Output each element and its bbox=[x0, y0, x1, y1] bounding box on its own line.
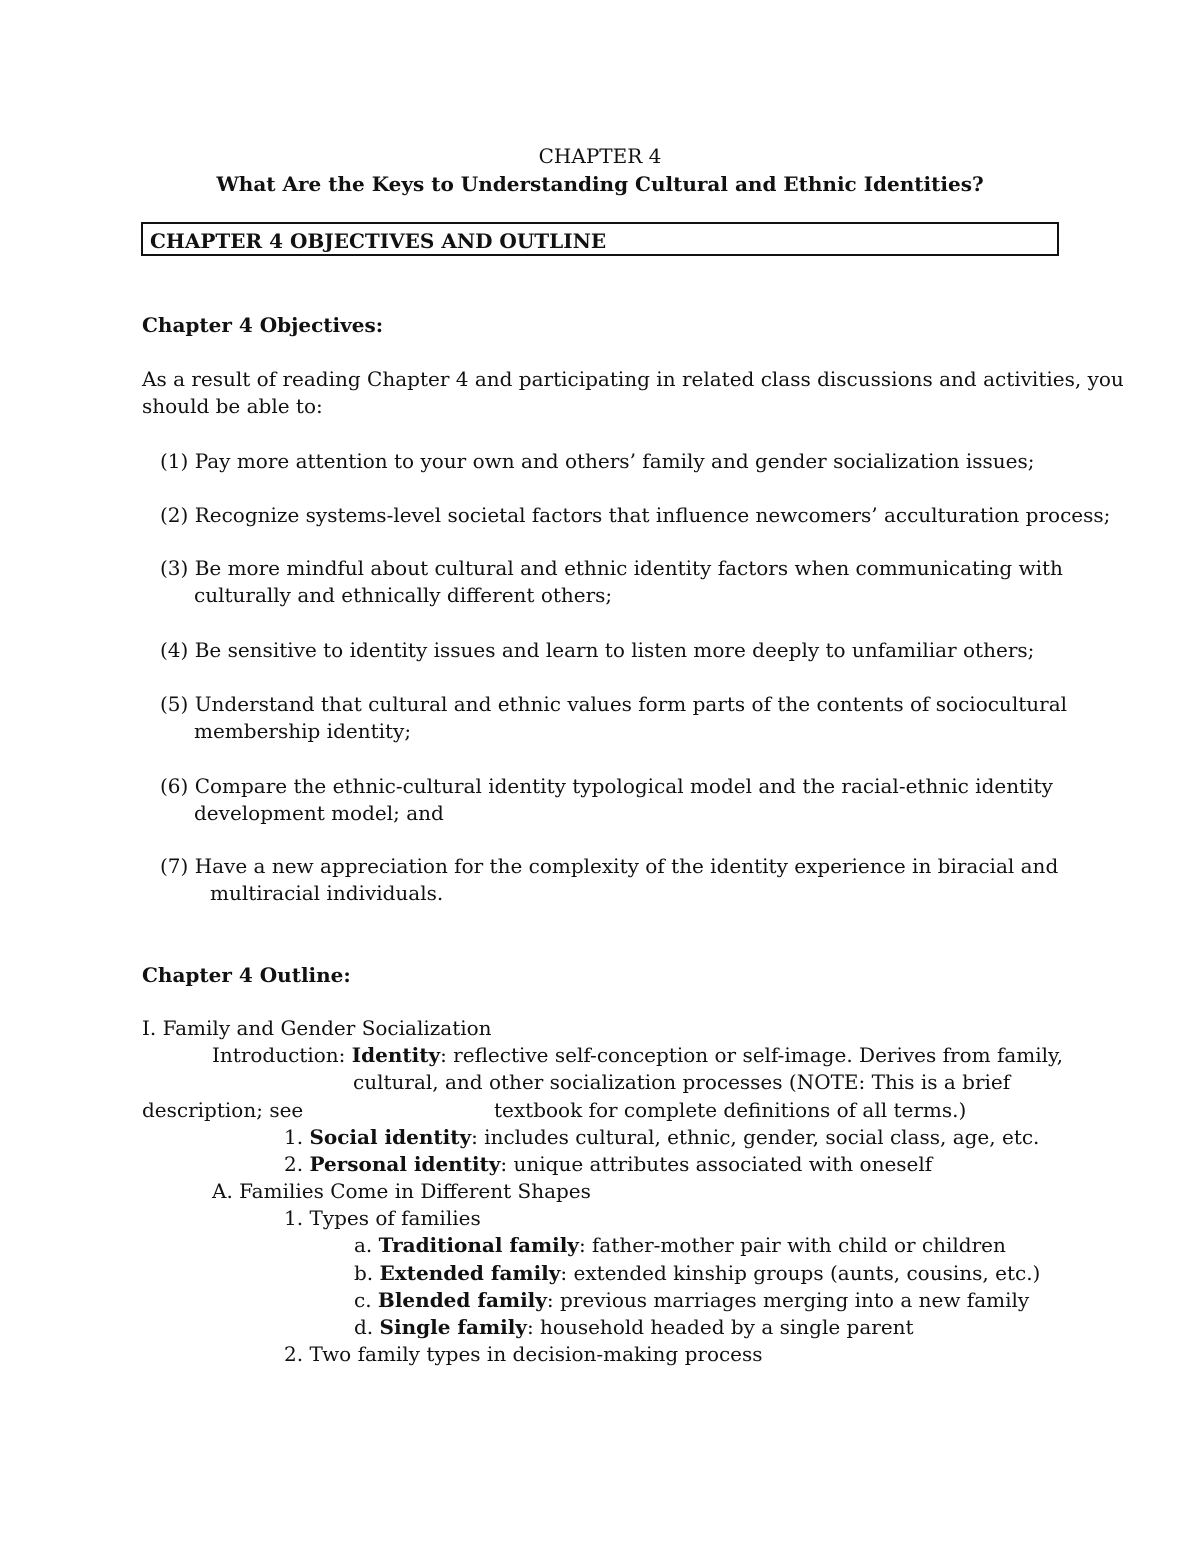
outline-section-1: I. Family and Gender Socialization bbox=[142, 1016, 492, 1040]
box-heading: CHAPTER 4 OBJECTIVES AND OUTLINE bbox=[150, 229, 607, 253]
family-type-term: Extended family bbox=[379, 1261, 561, 1285]
identity-item-num: 1. bbox=[284, 1125, 310, 1149]
identity-item-text: : unique attributes associated with oneself bbox=[500, 1152, 933, 1176]
chapter-number: CHAPTER 4 bbox=[538, 144, 662, 168]
outline-introduction-cont-2b: textbook for complete definitions of all terms.) bbox=[494, 1098, 967, 1122]
identity-item-text: : includes cultural, ethnic, gender, social class, age, etc. bbox=[471, 1125, 1040, 1149]
objectives-outline-box bbox=[141, 222, 1059, 256]
objective-4: (4) Be sensitive to identity issues and learn to listen more deeply to unfamiliar others; bbox=[160, 638, 1035, 662]
objective-5: (5) Understand that cultural and ethnic values form parts of the contents of sociocultural bbox=[160, 692, 1068, 716]
intro-text: : reflective self-conception or self-image. Derives from family, bbox=[440, 1043, 1064, 1067]
family-type-text: : extended kinship groups (aunts, cousins, etc.) bbox=[560, 1261, 1041, 1285]
family-type-blended bbox=[354, 1290, 1029, 1310]
identity-item-social bbox=[284, 1127, 1039, 1147]
family-type-term: Traditional family bbox=[378, 1233, 579, 1257]
family-type-traditional bbox=[354, 1235, 1006, 1255]
objective-5-cont: membership identity; bbox=[194, 719, 412, 743]
outline-introduction-cont-1: cultural, and other socialization processes (NOTE: This is a brief bbox=[353, 1070, 1011, 1094]
family-type-text: : household headed by a single parent bbox=[526, 1315, 914, 1339]
intro-term: Identity bbox=[351, 1043, 441, 1067]
objective-7: (7) Have a new appreciation for the complexity of the identity experience in biracial and bbox=[160, 854, 1059, 878]
family-type-text: : previous marriages merging into a new family bbox=[546, 1288, 1030, 1312]
objective-6-cont: development model; and bbox=[194, 801, 444, 825]
objective-1: (1) Pay more attention to your own and others’ family and gender socialization issues; bbox=[160, 449, 1035, 473]
objective-3: (3) Be more mindful about cultural and ethnic identity factors when communicating with bbox=[160, 556, 1063, 580]
family-type-term: Single family bbox=[379, 1315, 527, 1339]
objective-2: (2) Recognize systems-level societal factors that influence newcomers’ acculturation process; bbox=[160, 503, 1111, 527]
chapter-title: What Are the Keys to Understanding Cultural and Ethnic Identities? bbox=[216, 172, 984, 196]
family-type-term: Blended family bbox=[377, 1288, 547, 1312]
family-type-letter: a. bbox=[354, 1233, 379, 1257]
family-type-text: : father-mother pair with child or children bbox=[578, 1233, 1006, 1257]
identity-item-personal bbox=[284, 1154, 932, 1174]
objectives-intro-line-2: should be able to: bbox=[142, 394, 323, 418]
identity-item-term: Personal identity bbox=[309, 1152, 501, 1176]
objective-3-cont: culturally and ethnically different others; bbox=[194, 583, 613, 607]
outline-introduction-cont-2a: description; see bbox=[142, 1098, 304, 1122]
outline-subsection-a: A. Families Come in Different Shapes bbox=[212, 1179, 591, 1203]
family-type-single bbox=[354, 1317, 914, 1337]
identity-item-num: 2. bbox=[284, 1152, 310, 1176]
family-type-extended bbox=[354, 1263, 1040, 1283]
objectives-heading: Chapter 4 Objectives: bbox=[142, 313, 384, 337]
identity-item-term: Social identity bbox=[309, 1125, 472, 1149]
outline-introduction bbox=[212, 1045, 1063, 1065]
family-type-letter: c. bbox=[354, 1288, 378, 1312]
objective-6: (6) Compare the ethnic-cultural identity typological model and the racial-ethnic identity bbox=[160, 774, 1053, 798]
decision-making-heading: 2. Two family types in decision-making process bbox=[284, 1342, 763, 1366]
family-type-letter: d. bbox=[354, 1315, 380, 1339]
intro-prefix: Introduction: bbox=[212, 1043, 352, 1067]
family-type-letter: b. bbox=[354, 1261, 380, 1285]
family-types-heading: 1. Types of families bbox=[284, 1206, 481, 1230]
outline-heading: Chapter 4 Outline: bbox=[142, 963, 351, 987]
objectives-intro-line-1: As a result of reading Chapter 4 and participating in related class discussions and activities, you bbox=[142, 367, 1124, 391]
objective-7-cont: multiracial individuals. bbox=[210, 881, 444, 905]
